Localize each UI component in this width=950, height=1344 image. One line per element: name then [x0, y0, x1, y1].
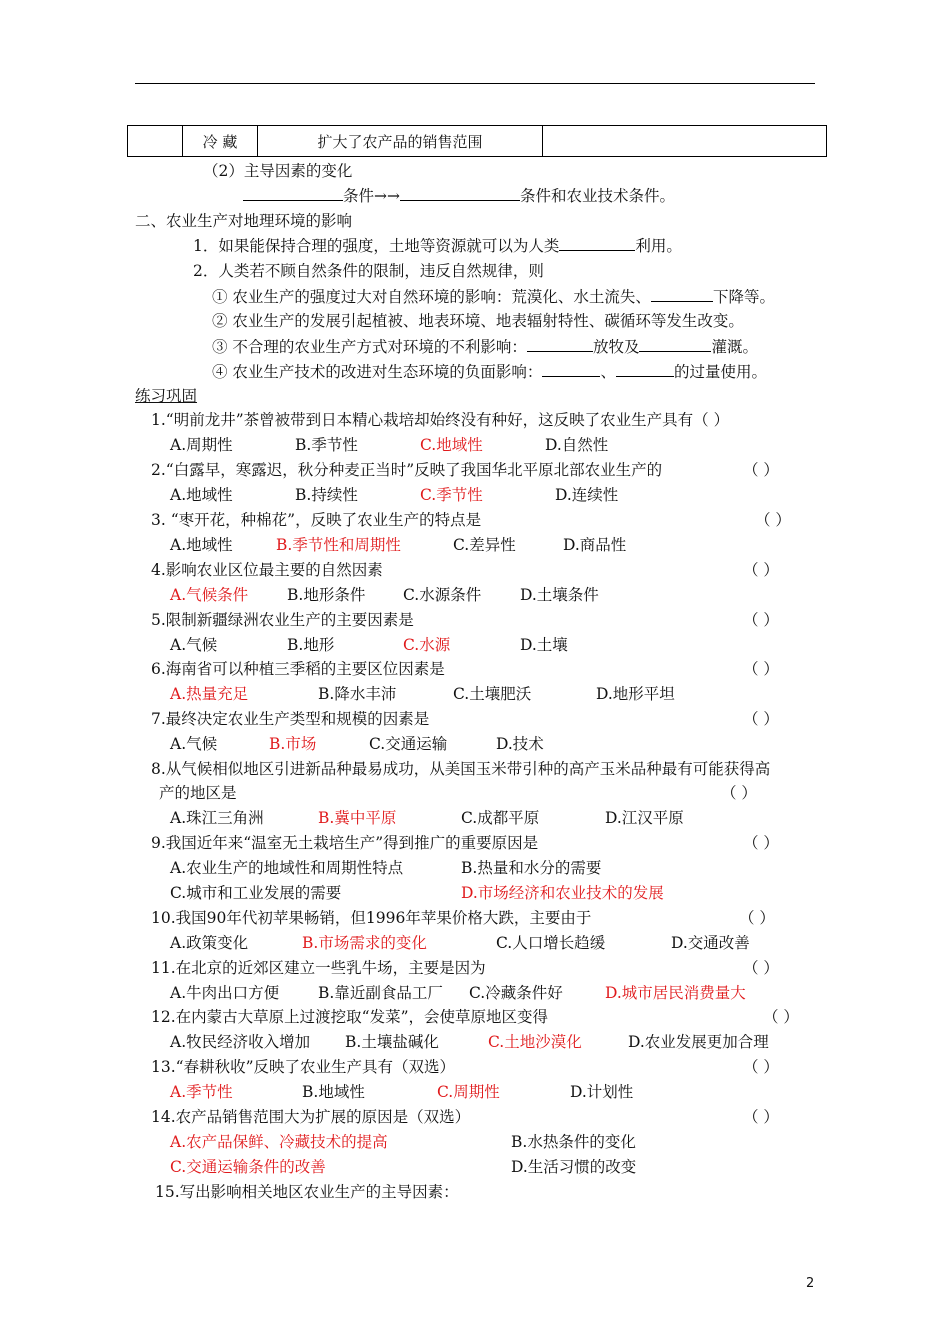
q13-stem: 13.“春耕秋收”反映了农业生产具有（双选） [151, 1058, 455, 1076]
blank-6[interactable] [639, 335, 711, 352]
q1-c: C.地域性 [420, 436, 483, 454]
q7-a: A.气候 [170, 735, 218, 753]
blank-8[interactable] [616, 360, 674, 377]
q12-a: A.牧民经济收入增加 [170, 1033, 311, 1051]
q3-stem: 3. “枣开花，种棉花”，反映了农业生产的特点是 [151, 511, 482, 529]
blank-5[interactable] [527, 335, 593, 352]
q14-b: B.水热条件的变化 [511, 1133, 636, 1151]
factor-table [127, 125, 827, 157]
table-row [128, 126, 827, 157]
q13-c: C.周期性 [437, 1083, 500, 1101]
q2-d: D.连续性 [555, 486, 619, 504]
header-rule [135, 83, 815, 84]
q1-a: A.周期性 [170, 436, 233, 454]
q9-c: C.城市和工业发展的需要 [170, 884, 342, 902]
q2-paren: （ ） [743, 461, 779, 479]
q3-d: D.商品性 [563, 536, 627, 554]
q4-paren: （ ） [743, 561, 779, 579]
q7-stem: 7.最终决定农业生产类型和规模的因素是 [151, 710, 430, 728]
q10-a: A.政策变化 [170, 934, 249, 952]
q7-d: D.技术 [496, 735, 544, 753]
q2-a: A.地域性 [170, 486, 233, 504]
part2-p2: 2．人类若不顾自然条件的限制，违反自然规律，则 [193, 262, 544, 280]
q5-paren: （ ） [743, 611, 779, 629]
q6-c: C.土壤肥沃 [453, 685, 532, 703]
q9-paren: （ ） [743, 834, 779, 852]
q6-d: D.地形平坦 [596, 685, 675, 703]
part2-s2: ② 农业生产的发展引起植被、地表环境、地表辐射特性、碳循环等发生改变。 [212, 312, 744, 330]
part2-s1: ① 农业生产的强度过大对自然环境的影响：荒漠化、水土流失、 下降等。 [212, 285, 775, 308]
q13-a: A.季节性 [170, 1083, 233, 1101]
q13-paren: （ ） [743, 1058, 779, 1076]
q9-b: B.热量和水分的需要 [461, 859, 602, 877]
q12-b: B.土壤盐碱化 [345, 1033, 439, 1051]
q2-stem: 2.“白露早，寒露迟，秋分种麦正当时”反映了我国华北平原北部农业生产的 [151, 461, 663, 479]
q14-stem: 14.农产品销售范围大为扩展的原因是（双选） [151, 1108, 471, 1126]
q2-b: B.持续性 [295, 486, 358, 504]
q10-c: C.人口增长趋缓 [496, 934, 606, 952]
part2-title: 二、农业生产对地理环境的影响 [135, 212, 353, 230]
q5-c: C.水源 [403, 636, 451, 654]
q12-d: D.农业发展更加合理 [628, 1033, 769, 1051]
q12-stem: 12.在内蒙古大草原上过渡挖取“发菜”，会使草原地区变得 [151, 1008, 549, 1026]
page-number: 2 [806, 1276, 815, 1291]
q3-a: A.地域性 [170, 536, 233, 554]
blank-7[interactable] [542, 360, 600, 377]
blank-4[interactable] [651, 285, 713, 302]
factor-change-line: 条件→→ 条件和农业技术条件。 [243, 184, 675, 207]
q13-b: B.地域性 [302, 1083, 365, 1101]
q10-b: B.市场需求的变化 [302, 934, 427, 952]
q11-c: C.冷藏条件好 [469, 984, 563, 1002]
q5-a: A.气候 [170, 636, 218, 654]
q6-a: A.热量充足 [170, 685, 249, 703]
q14-a: A.农产品保鲜、冷藏技术的提高 [170, 1133, 388, 1151]
q6-b: B.降水丰沛 [318, 685, 397, 703]
q8-c: C.成都平原 [461, 809, 540, 827]
blank-1[interactable] [243, 184, 343, 201]
q4-b: B.地形条件 [287, 586, 366, 604]
q7-b: B.市场 [269, 735, 317, 753]
q1-d: D.自然性 [545, 436, 609, 454]
table-cell-answer [543, 126, 827, 157]
q8-a: A.珠江三角洲 [170, 809, 264, 827]
table-cell-empty [128, 126, 183, 157]
q6-paren: （ ） [743, 660, 779, 678]
part2-p1: 1．如果能保持合理的强度，土地等资源就可以为人类 利用。 [193, 234, 682, 257]
q11-d: D.城市居民消费量大 [605, 984, 746, 1002]
q2-c: C.季节性 [420, 486, 483, 504]
q14-c: C.交通运输条件的改善 [170, 1158, 326, 1176]
q3-c: C.差异性 [453, 536, 516, 554]
q5-d: D.土壤 [520, 636, 568, 654]
q6-stem: 6.海南省可以种植三季稻的主要区位因素是 [151, 660, 445, 678]
q1-b: B.季节性 [295, 436, 358, 454]
q11-stem: 11.在北京的近郊区建立一些乳牛场，主要是因为 [151, 959, 486, 977]
part2-s3: ③ 不合理的农业生产方式对环境的不利影响： 放牧及 灌溉。 [212, 335, 758, 358]
practice-title: 练习巩固 [135, 387, 198, 405]
q13-d: D.计划性 [570, 1083, 634, 1101]
q9-d: D.市场经济和农业技术的发展 [461, 884, 664, 902]
q12-paren: （ ） [763, 1008, 799, 1026]
q4-c: C.水源条件 [403, 586, 482, 604]
q9-a: A.农业生产的地域性和周期性特点 [170, 859, 404, 877]
q10-stem: 10.我国90年代初苹果畅销，但1996年苹果价格大跌，主要由于 [151, 909, 592, 927]
q5-b: B.地形 [287, 636, 335, 654]
q8-b: B.冀中平原 [318, 809, 397, 827]
section-title-factor-change: （2）主导因素的变化 [203, 162, 353, 180]
q4-d: D.土壤条件 [520, 586, 599, 604]
blank-2[interactable] [400, 184, 520, 201]
q7-paren: （ ） [743, 710, 779, 728]
q8-paren: （ ） [721, 784, 757, 802]
q10-d: D.交通改善 [671, 934, 750, 952]
q11-b: B.靠近副食品工厂 [318, 984, 443, 1002]
q5-stem: 5.限制新疆绿洲农业生产的主要因素是 [151, 611, 414, 629]
table-cell-effect: 扩大了农产品的销售范围 [258, 126, 543, 157]
q1-stem: 1.“明前龙井”茶曾被带到日本精心栽培却始终没有种好，这反映了农业生产具有（ ） [151, 411, 730, 429]
q8-stem-cont: 产的地区是 [159, 784, 237, 802]
q15-stem: 15.写出影响相关地区农业生产的主导因素： [155, 1183, 459, 1201]
q14-d: D.生活习惯的改变 [511, 1158, 637, 1176]
q7-c: C.交通运输 [369, 735, 448, 753]
q11-paren: （ ） [743, 959, 779, 977]
blank-3[interactable] [559, 234, 635, 251]
q9-stem: 9.我国近年来“温室无土栽培生产”得到推广的重要原因是 [151, 834, 539, 852]
q4-stem: 4.影响农业区位最主要的自然因素 [151, 561, 383, 579]
q14-paren: （ ） [743, 1108, 779, 1126]
q12-c: C.土地沙漠化 [488, 1033, 582, 1051]
q11-a: A.牛肉出口方便 [170, 984, 280, 1002]
part2-s4: ④ 农业生产技术的改进对生态环境的负面影响： 、 的过量使用。 [212, 360, 767, 383]
q8-stem: 8.从气候相似地区引进新品种最易成功，从美国玉米带引种的高产玉米品种最有可能获得高 [151, 760, 771, 778]
table-cell-factor: 冷 藏 [183, 126, 258, 157]
q10-paren: （ ） [739, 909, 775, 927]
q8-d: D.江汉平原 [605, 809, 684, 827]
q4-a: A.气候条件 [170, 586, 249, 604]
q3-b: B.季节性和周期性 [276, 536, 401, 554]
q3-paren: （ ） [755, 511, 791, 529]
